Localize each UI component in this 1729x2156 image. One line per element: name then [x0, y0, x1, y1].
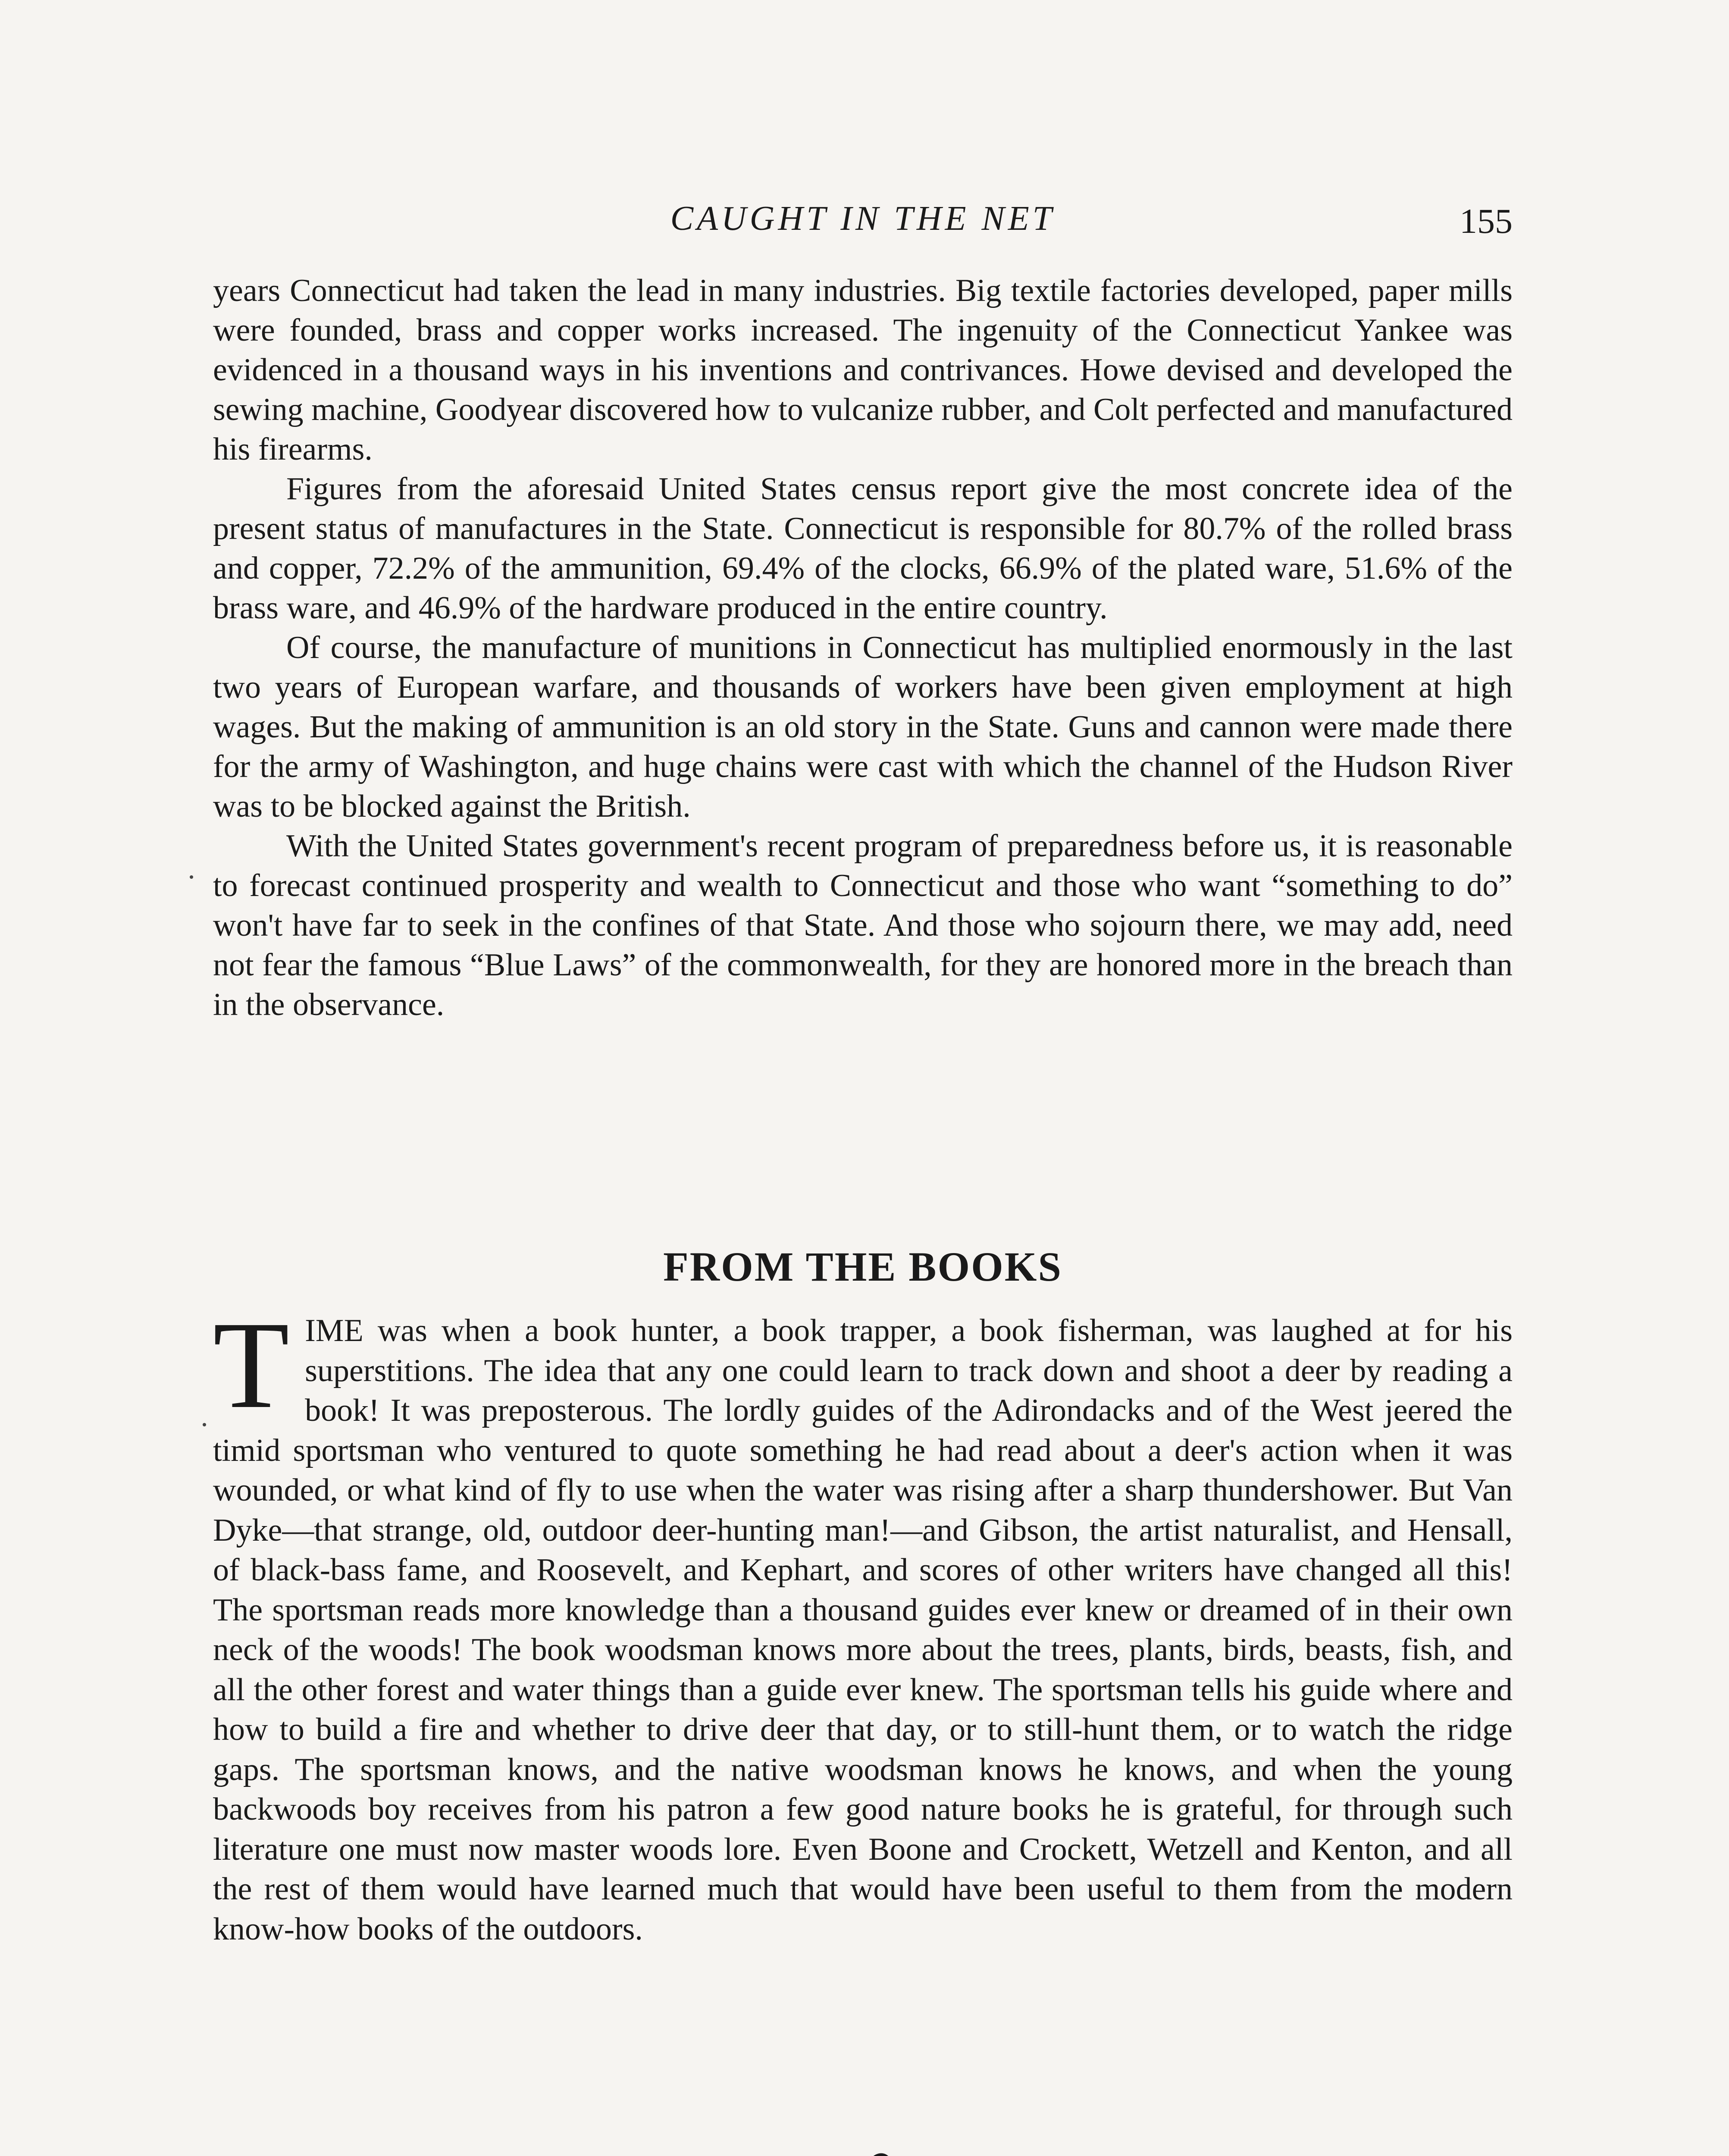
books-paragraph: IME was when a book hunter, a book trapper, a book fisherman, was laughed at for his superstitions. The idea that any one could learn to track down and shoot a deer by reading a book! It was preposterous. The lordly guides of the Adirondacks and of the West jeered the timid sportsman who ventured to quote something he had read about a deer's action when it was wounded, or what kind of fly to use when the water was rising after a sharp thundershower. But Van Dyke—that strange, old, outdoor deer-hunting man!—and Gibson, the artist naturalist, and Hensall, of black-bass fame, and Roosevelt, and Kephart, and scores of other writers have changed all this! The sportsman reads more knowledge than a thousand guides ever knew or dreamed of in their own neck of the woods! The book woodsman knows more about the trees, plants, birds, beasts, fish, and all the other forest and water things than a guide ever knew. The sportsman tells his guide where and how to build a fire and whether to drive deer that day, or to still-hunt them, or to watch the ridge gaps. The sportsman knows, and the native woodsman knows he knows, and when the young backwoods boy receives from his patron a few good nature books he is grateful, for through such literature one must now master woods lore. Even Boone and Crockett, Wetzell and Kenton, and all the rest of them would have learned much that would have been useful to them from the modern know-how books of the outdoors. [213, 1313, 1513, 1947]
article-body [213, 271, 1513, 1025]
page-number: 155 [1460, 201, 1513, 241]
paragraph-3: Of course, the manufacture of munitions in Connecticut has multiplied enormously in the last two years of European warfare, and thousands of workers have been given employment at high wages. But the making of ammunition is an old story in the State. Guns and cannon were made there for the army of Washington, and huge chains were cast with which the channel of the Hudson River was to be blocked against the British. [213, 630, 1513, 824]
paragraph-2: Figures from the aforesaid United States census report give the most concrete idea of the present status of manufactures in the State. Connecticut is responsible for 80.7% of the rolled brass and copper, 72.2% of the ammunition, 69.4% of the clocks, 66.9% of the plated ware, 51.6% of the brass ware, and 46.9% of the hardware produced in the entire country. [213, 471, 1513, 626]
paragraph-4: With the United States government's recent program of preparedness before us, it is reasonable to forecast continued prosperity and wealth to Connecticut and those who want “something to do” won't have far to seek in the confines of that State. And those who sojourn there, we may add, need not fear the famous “Blue Laws” of the commonwealth, for they are honored more in the breach than in the observance. [213, 828, 1513, 1022]
leaf-vine-ornament-icon [785, 2145, 974, 2156]
margin-speck [190, 875, 193, 879]
running-title: CAUGHT IN THE NET [670, 200, 1056, 238]
section-heading: FROM THE BOOKS [663, 1244, 1062, 1290]
paragraph-1: years Connecticut had taken the lead in many industries. Big textile factories developed, paper mills were founded, brass and copper works increased. The ingenuity of the Connecticut Yankee was evidenced in a thousand ways in his inventions and contrivances. Howe devised and developed the sewing machine, Goodyear discovered how to vulcanize rubber, and Colt perfected and manufactured his firearms. [213, 273, 1513, 467]
running-head [213, 195, 1513, 247]
books-section-body [213, 1296, 1513, 1949]
margin-speck [203, 1423, 206, 1426]
drop-cap: T [213, 1296, 290, 1434]
